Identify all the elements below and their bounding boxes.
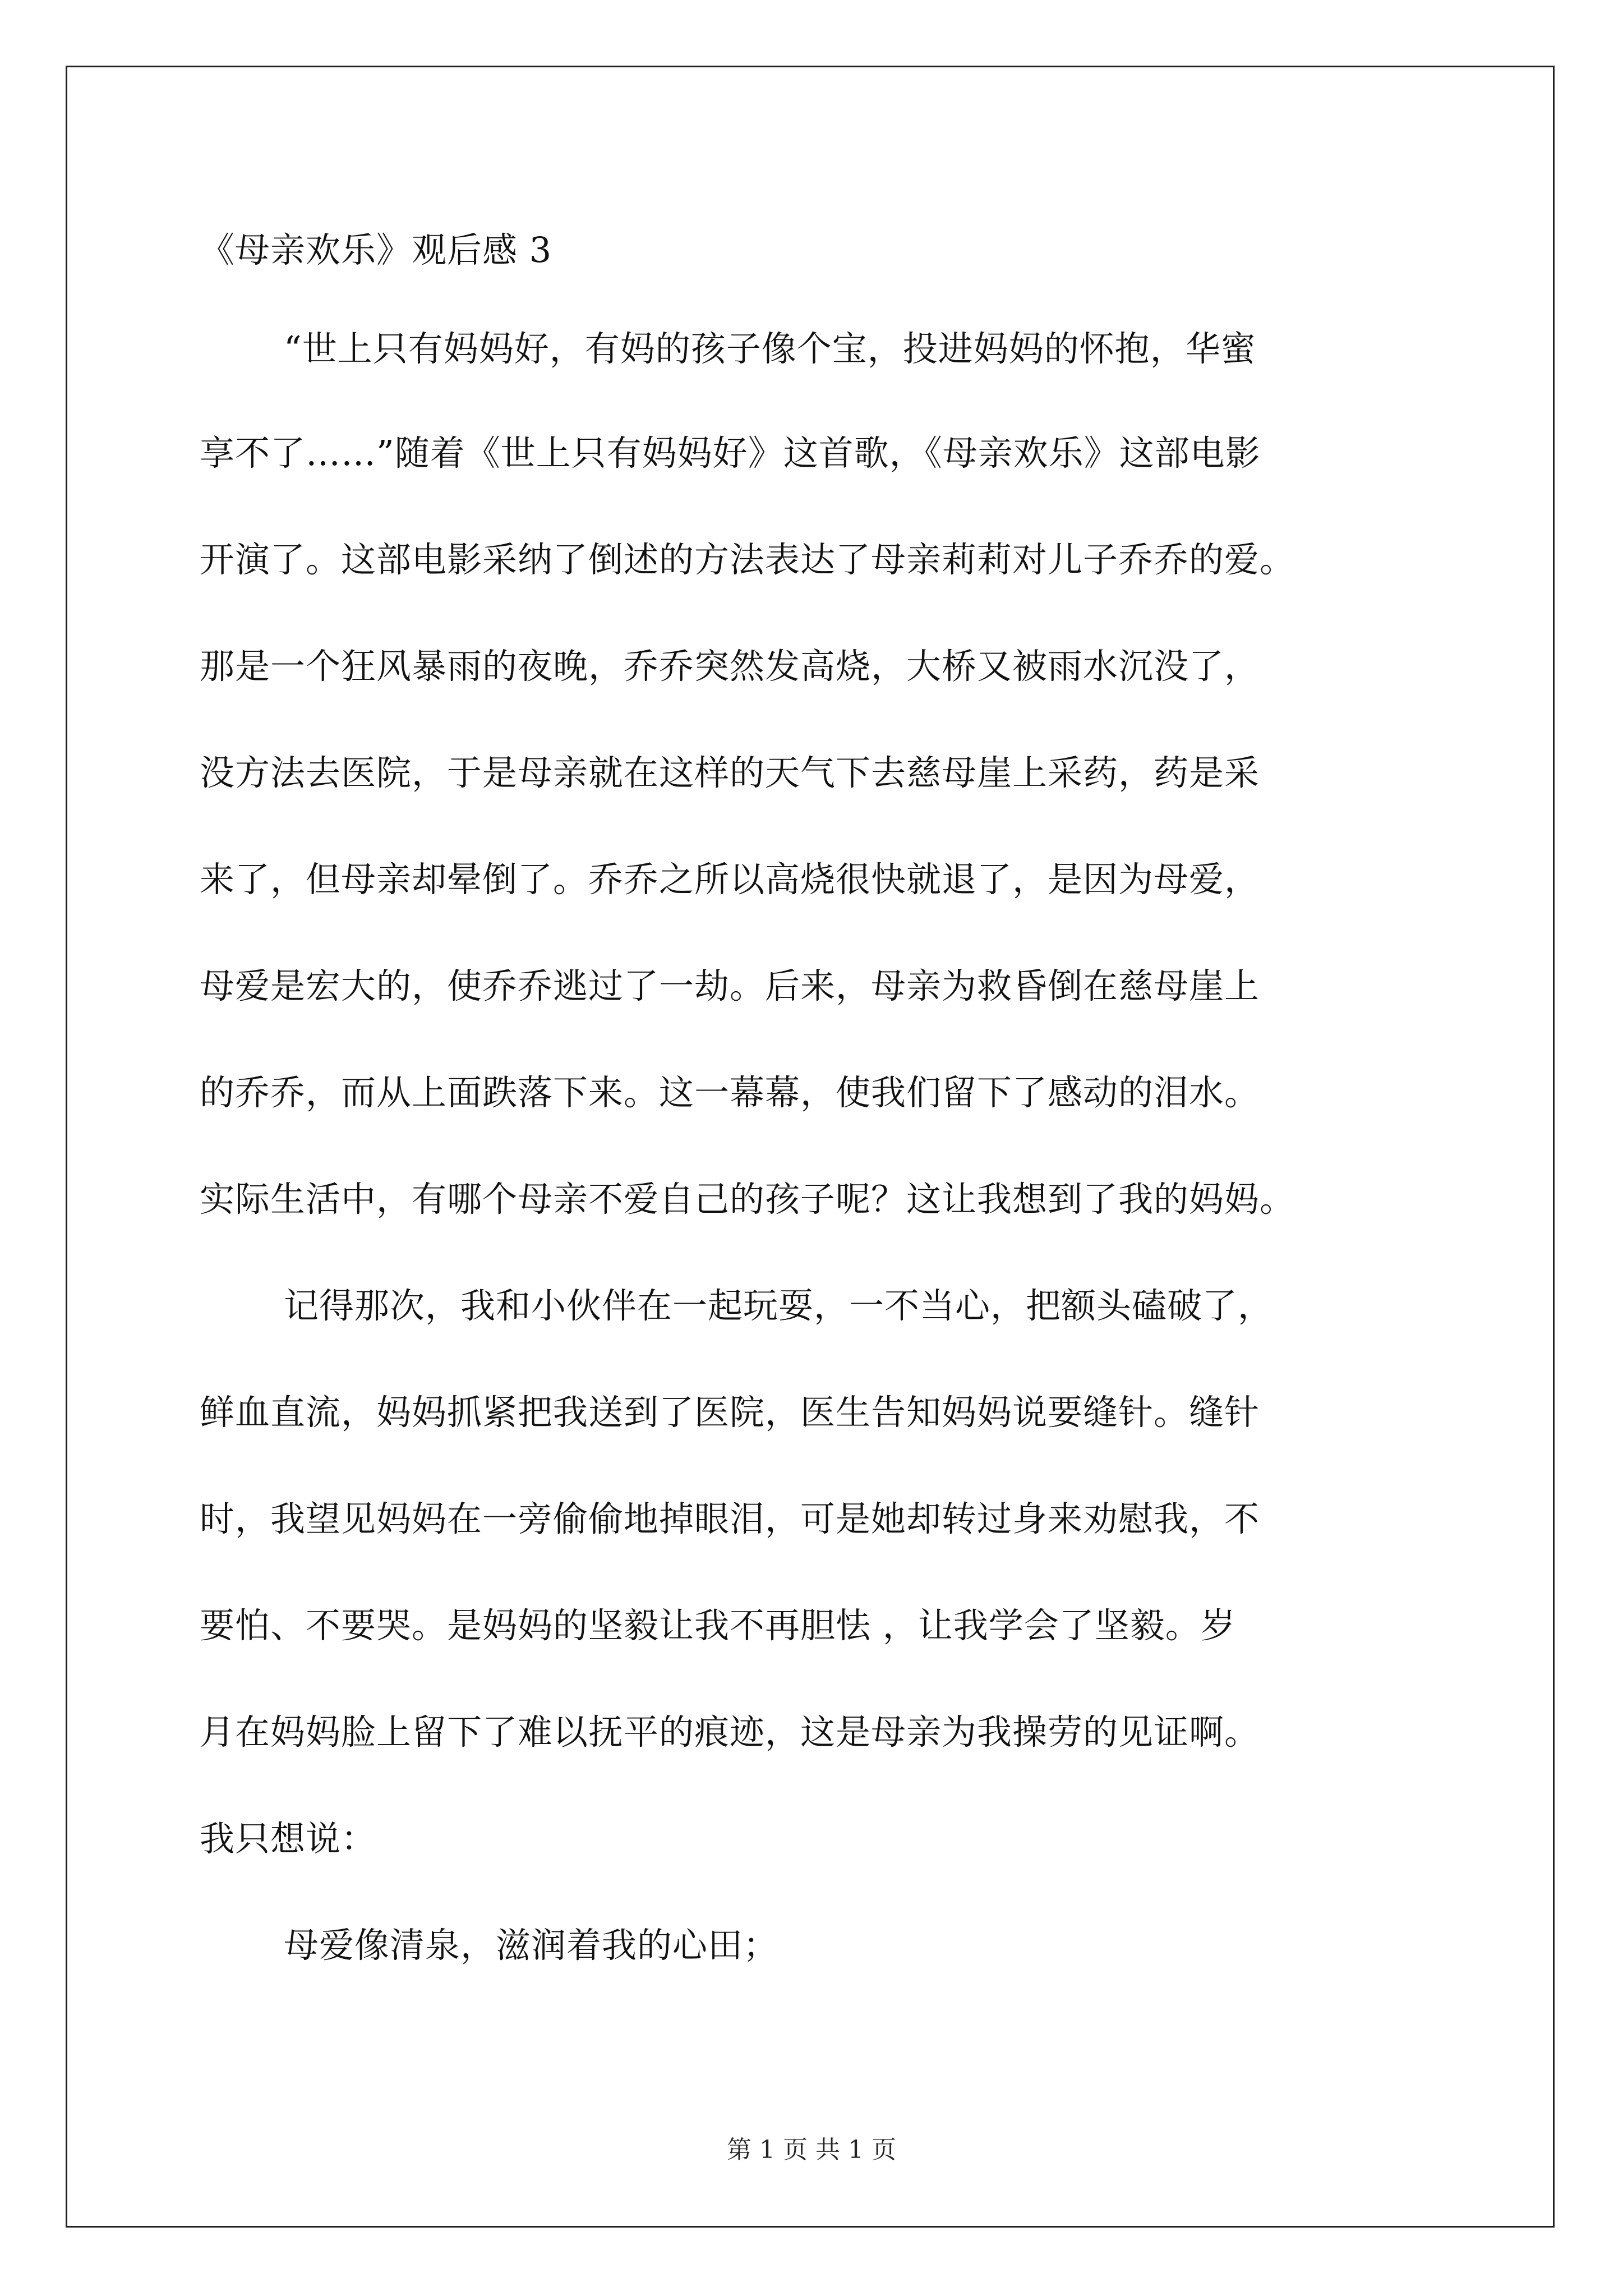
paragraph-1-line-7: 母爱是宏大的，使乔乔逃过了一劫。后来，母亲为救昏倒在慈母崖上 (200, 965, 1260, 1006)
paragraph-1-line-8: 的乔乔，而从上面跌落下来。这一幕幕，使我们留下了感动的泪水。 (200, 1072, 1260, 1113)
paragraph-2-line-4: 要怕、不要哭。是妈妈的坚毅让我不再胆怯 ，让我学会了坚毅。岁 (200, 1605, 1236, 1646)
paragraph-2-line-5: 月在妈妈脸上留下了难以抚平的痕迹，这是母亲为我操劳的见证啊。 (200, 1711, 1260, 1752)
paragraph-1-line-6: 来了，但母亲却晕倒了。乔乔之所以高烧很快就退了，是因为母爱， (200, 859, 1260, 900)
paragraph-1-line-3: 开演了。这部电影采纳了倒述的方法表达了母亲莉莉对儿子乔乔的爱。 (200, 539, 1295, 580)
paragraph-2-line-3: 时，我望见妈妈在一旁偷偷地掉眼泪，可是她却转过身来劝慰我，不 (200, 1498, 1260, 1539)
paragraph-2-line-1: 记得那次，我和小伙伴在一起玩耍，一不当心，把额头磕破了， (284, 1285, 1274, 1326)
paragraph-1-line-1: “世上只有妈妈好，有妈的孩子像个宝，投进妈妈的怀抱，华蜜 (284, 328, 1256, 369)
paragraph-1-line-9: 实际生活中，有哪个母亲不爱自己的孩子呢？这让我想到了我的妈妈。 (200, 1179, 1295, 1220)
paragraph-3-line-1: 母爱像清泉，滋润着我的心田； (284, 1925, 779, 1966)
paragraph-1-line-2: 享不了……”随着《世上只有妈妈好》这首歌，《母亲欢乐》这部电影 (200, 432, 1261, 473)
page-footer: 第 1 页 共 1 页 (727, 2136, 896, 2164)
paragraph-2-line-6: 我只想说： (200, 1818, 377, 1859)
paragraph-2-line-2: 鲜血直流，妈妈抓紧把我送到了医院，医生告知妈妈说要缝针。缝针 (200, 1392, 1260, 1433)
paragraph-1-line-5: 没方法去医院，于是母亲就在这样的天气下去慈母崖上采药，药是采 (200, 752, 1260, 793)
page-border (66, 66, 1555, 2228)
paragraph-1-line-4: 那是一个狂风暴雨的夜晚，乔乔突然发高烧，大桥又被雨水沉没了， (200, 646, 1260, 687)
document-title: 《母亲欢乐》观后感 3 (200, 229, 552, 270)
